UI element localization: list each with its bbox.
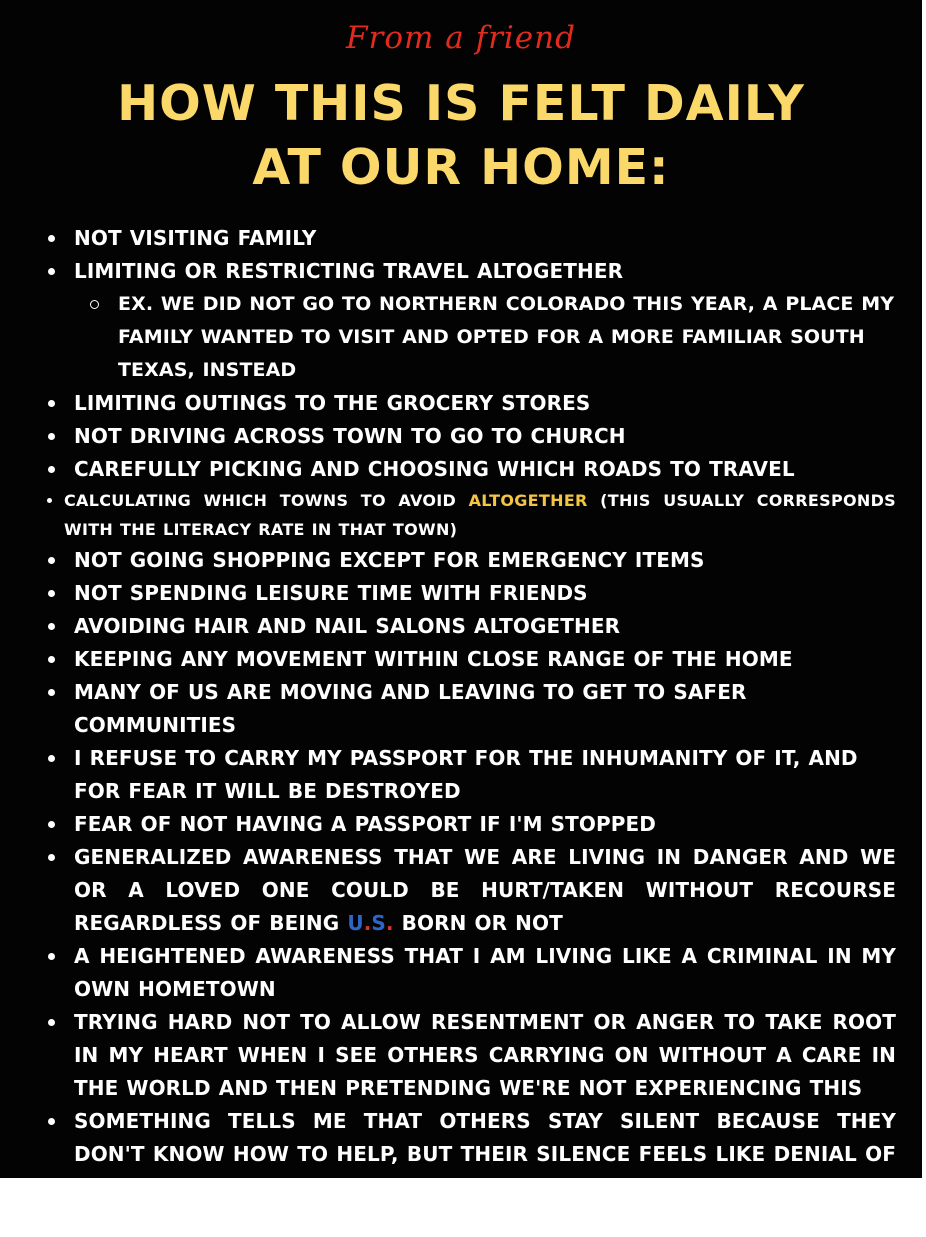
list-item-text: SOMETHING TELLS ME THAT OTHERS STAY SILENT BECAUSE THEY DON'T KNOW HOW TO HELP, BUT THEIR SILENCE FEELS LIKE DENIAL OF THIS REALITY. bbox=[74, 1109, 896, 1199]
text-segment: GENERALIZED AWARENESS THAT WE ARE LIVING IN DANGER AND WE OR A LOVED ONE COULD BE HURT/TAKEN WITHOUT RECOURSE REGARDLESS OF BEING bbox=[74, 845, 896, 935]
bullet-icon bbox=[48, 1217, 55, 1224]
list-item-text: LIMITING OR RESTRICTING TRAVEL ALTOGETHER bbox=[74, 259, 624, 283]
us-letter-u: U bbox=[347, 911, 364, 935]
highlight-word: ALTOGETHER bbox=[468, 491, 588, 510]
us-letter-s: S bbox=[371, 911, 386, 935]
bullet-icon bbox=[48, 268, 55, 275]
bullet-icon bbox=[48, 755, 55, 762]
list-item bbox=[46, 610, 896, 643]
bullet-icon bbox=[48, 466, 55, 473]
list-item bbox=[46, 544, 896, 577]
list-item-text: LIMITING OUTINGS TO THE GROCERY STORES bbox=[74, 391, 591, 415]
list-item bbox=[46, 222, 896, 255]
list-item bbox=[46, 255, 896, 288]
bullet-icon bbox=[48, 433, 55, 440]
bullet-icon bbox=[48, 400, 55, 407]
list-item bbox=[46, 387, 896, 420]
title-line-1: HOW THIS IS FELT DAILY bbox=[117, 75, 805, 132]
bullet-icon bbox=[48, 656, 55, 663]
bullet-icon bbox=[48, 689, 55, 696]
bullet-icon bbox=[48, 623, 55, 630]
hollow-bullet-icon bbox=[90, 300, 99, 309]
list-item-text: FEAR OF NOT HAVING A PASSPORT IF I'M STOPPED bbox=[74, 812, 656, 836]
bullet-icon bbox=[47, 498, 52, 503]
list-item-text: NOT GOING SHOPPING EXCEPT FOR EMERGENCY ITEMS bbox=[74, 548, 705, 572]
bullet-icon bbox=[48, 590, 55, 597]
text-segment: CALCULATING WHICH TOWNS TO AVOID bbox=[64, 491, 469, 510]
list-item bbox=[46, 486, 896, 544]
title-line-2: AT OUR HOME: bbox=[252, 139, 670, 196]
list-item bbox=[46, 643, 896, 676]
bullet-list bbox=[46, 222, 896, 1237]
list-item-text: KEEPING ANY MOVEMENT WITHIN CLOSE RANGE OF THE HOME bbox=[74, 647, 793, 671]
list-item-text: MORE THAT I CHOOSE NOT TO DISCLOSE bbox=[74, 1208, 539, 1232]
page-title bbox=[0, 72, 922, 200]
us-dot: . bbox=[363, 911, 372, 935]
list-item-text: MANY OF US ARE MOVING AND LEAVING TO GET TO SAFER COMMUNITIES bbox=[74, 680, 747, 737]
list-item-text: I REFUSE TO CARRY MY PASSPORT FOR THE INHUMANITY OF IT, AND FOR FEAR IT WILL BE DESTROYED bbox=[74, 746, 858, 803]
text-segment: (THIS USUALLY CORRESPONDS WITH THE LITERACY RATE IN THAT TOWN) bbox=[64, 491, 896, 539]
bullet-icon bbox=[48, 1118, 55, 1125]
list-item bbox=[46, 676, 896, 742]
list-item bbox=[46, 808, 896, 841]
list-item bbox=[46, 1006, 896, 1105]
text-segment: BORN OR NOT bbox=[393, 911, 563, 935]
list-item bbox=[46, 577, 896, 610]
list-item-text: NOT DRIVING ACROSS TOWN TO GO TO CHURCH bbox=[74, 424, 626, 448]
list-item bbox=[46, 841, 896, 940]
list-item bbox=[46, 1105, 896, 1204]
bullet-icon bbox=[48, 235, 55, 242]
list-item bbox=[46, 940, 896, 1006]
list-item-text: TRYING HARD NOT TO ALLOW RESENTMENT OR ANGER TO TAKE ROOT IN MY HEART WHEN I SEE OTHERS CARRYING ON WITHOUT A CARE IN THE WORLD AND THEN PRETENDING WE'RE NOT EXPERIENCING THIS bbox=[74, 1010, 896, 1100]
list-item bbox=[46, 1204, 896, 1237]
us-dot: . bbox=[385, 911, 394, 935]
list-item-text: NOT VISITING FAMILY bbox=[74, 226, 317, 250]
subtitle: From a friend bbox=[346, 20, 576, 56]
bullet-icon bbox=[48, 1019, 55, 1026]
list-item-text: NOT SPENDING LEISURE TIME WITH FRIENDS bbox=[74, 581, 588, 605]
list-item-text bbox=[64, 491, 896, 539]
list-item bbox=[46, 453, 896, 486]
list-item-text: CAREFULLY PICKING AND CHOOSING WHICH ROADS TO TRAVEL bbox=[74, 457, 795, 481]
sub-list-item bbox=[46, 288, 896, 387]
list-item-text: A HEIGHTENED AWARENESS THAT I AM LIVING LIKE A CRIMINAL IN MY OWN HOMETOWN bbox=[74, 944, 896, 1001]
list-item-text bbox=[74, 845, 896, 935]
bullet-icon bbox=[48, 821, 55, 828]
list-item-text: EX. WE DID NOT GO TO NORTHERN COLORADO THIS YEAR, A PLACE MY FAMILY WANTED TO VISIT AND OPTED FOR A MORE FAMILIAR SOUTH TEXAS, INSTEAD bbox=[118, 293, 895, 381]
bullet-icon bbox=[48, 953, 55, 960]
list-item bbox=[46, 420, 896, 453]
bullet-icon bbox=[48, 557, 55, 564]
list-item bbox=[46, 742, 896, 808]
list-item-text: AVOIDING HAIR AND NAIL SALONS ALTOGETHER bbox=[74, 614, 621, 638]
bullet-icon bbox=[48, 854, 55, 861]
